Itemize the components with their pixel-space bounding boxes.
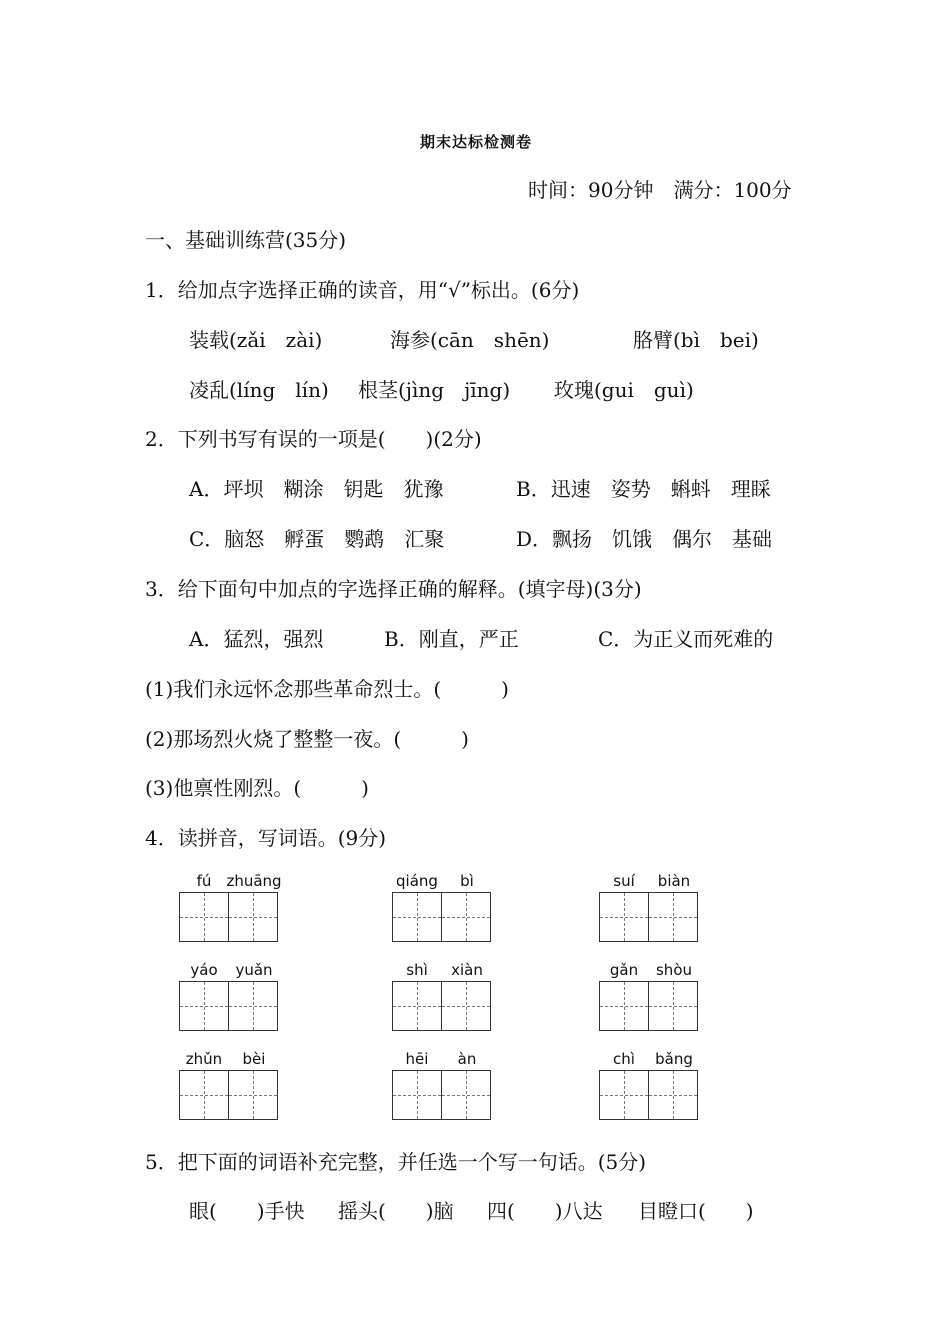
q5-item: 摇头( )脑 <box>338 1199 454 1223</box>
q5-item: 眼( )手快 <box>189 1199 305 1223</box>
q1-item: 海参(cān shēn) <box>390 328 550 352</box>
pinyin-syllable: hēi <box>405 1050 429 1068</box>
question-2-stem: 2．下列书写有误的一项是( )(2分) <box>145 427 482 451</box>
pinyin-syllable: zhǔn <box>185 1050 223 1068</box>
pinyin-syllable: shì <box>406 961 428 979</box>
page-title: 期末达标检测卷 <box>420 133 533 151</box>
writing-box[interactable] <box>392 892 442 942</box>
q3-item: (2)那场烈火烧了整整一夜。( ) <box>145 727 469 751</box>
pinyin-syllable: gǎn <box>609 961 639 979</box>
q5-item: 四( )八达 <box>487 1199 603 1223</box>
pinyin-label <box>599 872 709 892</box>
writing-box[interactable] <box>442 892 491 942</box>
writing-box[interactable] <box>179 1070 229 1120</box>
pinyin-syllable: biàn <box>657 872 691 890</box>
writing-box[interactable] <box>599 981 649 1031</box>
writing-box[interactable] <box>442 1070 491 1120</box>
question-4-stem: 4．读拼音，写词语。(9分) <box>145 826 387 850</box>
pinyin-label <box>179 1050 289 1070</box>
section-heading: 一、基础训练营(35分) <box>145 228 347 252</box>
q2-option-a: A．坪坝 糊涂 钥匙 犹豫 <box>189 477 444 501</box>
q3-option-a: A．猛烈，强烈 <box>189 627 324 651</box>
pinyin-syllable: qiáng <box>396 872 438 890</box>
q3-item: (1)我们永远怀念那些革命烈士。( ) <box>145 677 509 701</box>
q3-option-c: C．为正义而死难的 <box>598 627 774 651</box>
q1-item: 装载(zǎi zài) <box>189 328 323 352</box>
writing-box[interactable] <box>442 981 491 1031</box>
q2-option-c: C．脑怒 孵蛋 鹦鹉 汇聚 <box>189 527 445 551</box>
q2-option-b: B．迅速 姿势 蝌蚪 理睬 <box>516 477 771 501</box>
pinyin-label <box>179 961 289 981</box>
q3-item: (3)他禀性刚烈。( ) <box>145 776 369 800</box>
q1-item: 凌乱(líng lín) <box>189 378 329 402</box>
writing-box[interactable] <box>229 981 278 1031</box>
writing-box[interactable] <box>392 981 442 1031</box>
pinyin-syllable: xiàn <box>451 961 483 979</box>
writing-box[interactable] <box>229 892 278 942</box>
writing-box[interactable] <box>599 892 649 942</box>
writing-box[interactable] <box>649 981 698 1031</box>
pinyin-syllable: àn <box>457 1050 477 1068</box>
writing-box[interactable] <box>179 892 229 942</box>
pinyin-syllable: chì <box>613 1050 635 1068</box>
pinyin-syllable: suí <box>613 872 635 890</box>
q1-item: 根茎(jìng jīng) <box>358 378 511 402</box>
q2-option-d: D．飘扬 饥饿 偶尔 基础 <box>516 527 773 551</box>
pinyin-syllable: bì <box>460 872 474 890</box>
pinyin-label <box>599 961 709 981</box>
writing-box[interactable] <box>179 981 229 1031</box>
pinyin-label <box>392 961 502 981</box>
pinyin-syllable: yuǎn <box>235 961 273 979</box>
pinyin-syllable: bǎng <box>655 1050 693 1068</box>
q5-item: 目瞪口( ) <box>638 1199 754 1223</box>
exam-meta: 时间：90分钟 满分：100分 <box>528 178 792 202</box>
pinyin-syllable: shòu <box>655 961 693 979</box>
writing-box[interactable] <box>229 1070 278 1120</box>
q1-item: 胳臂(bì bei) <box>633 328 759 352</box>
pinyin-syllable: yáo <box>190 961 218 979</box>
writing-box[interactable] <box>392 1070 442 1120</box>
pinyin-syllable: zhuāng <box>226 872 282 890</box>
q1-item: 玫瑰(gui guì) <box>554 378 694 402</box>
pinyin-label <box>599 1050 709 1070</box>
pinyin-label <box>179 872 289 892</box>
pinyin-syllable: bèi <box>242 1050 266 1068</box>
pinyin-label <box>392 872 502 892</box>
pinyin-label <box>392 1050 502 1070</box>
writing-box[interactable] <box>649 1070 698 1120</box>
question-5-stem: 5．把下面的词语补充完整，并任选一个写一句话。(5分) <box>145 1150 647 1174</box>
question-1-stem: 1．给加点字选择正确的读音，用“√”标出。(6分) <box>145 278 580 302</box>
writing-box[interactable] <box>649 892 698 942</box>
q3-option-b: B．刚直，严正 <box>384 627 519 651</box>
writing-box[interactable] <box>599 1070 649 1120</box>
pinyin-syllable: fú <box>196 872 212 890</box>
question-3-stem: 3．给下面句中加点的字选择正确的解释。(填字母)(3分) <box>145 577 642 601</box>
